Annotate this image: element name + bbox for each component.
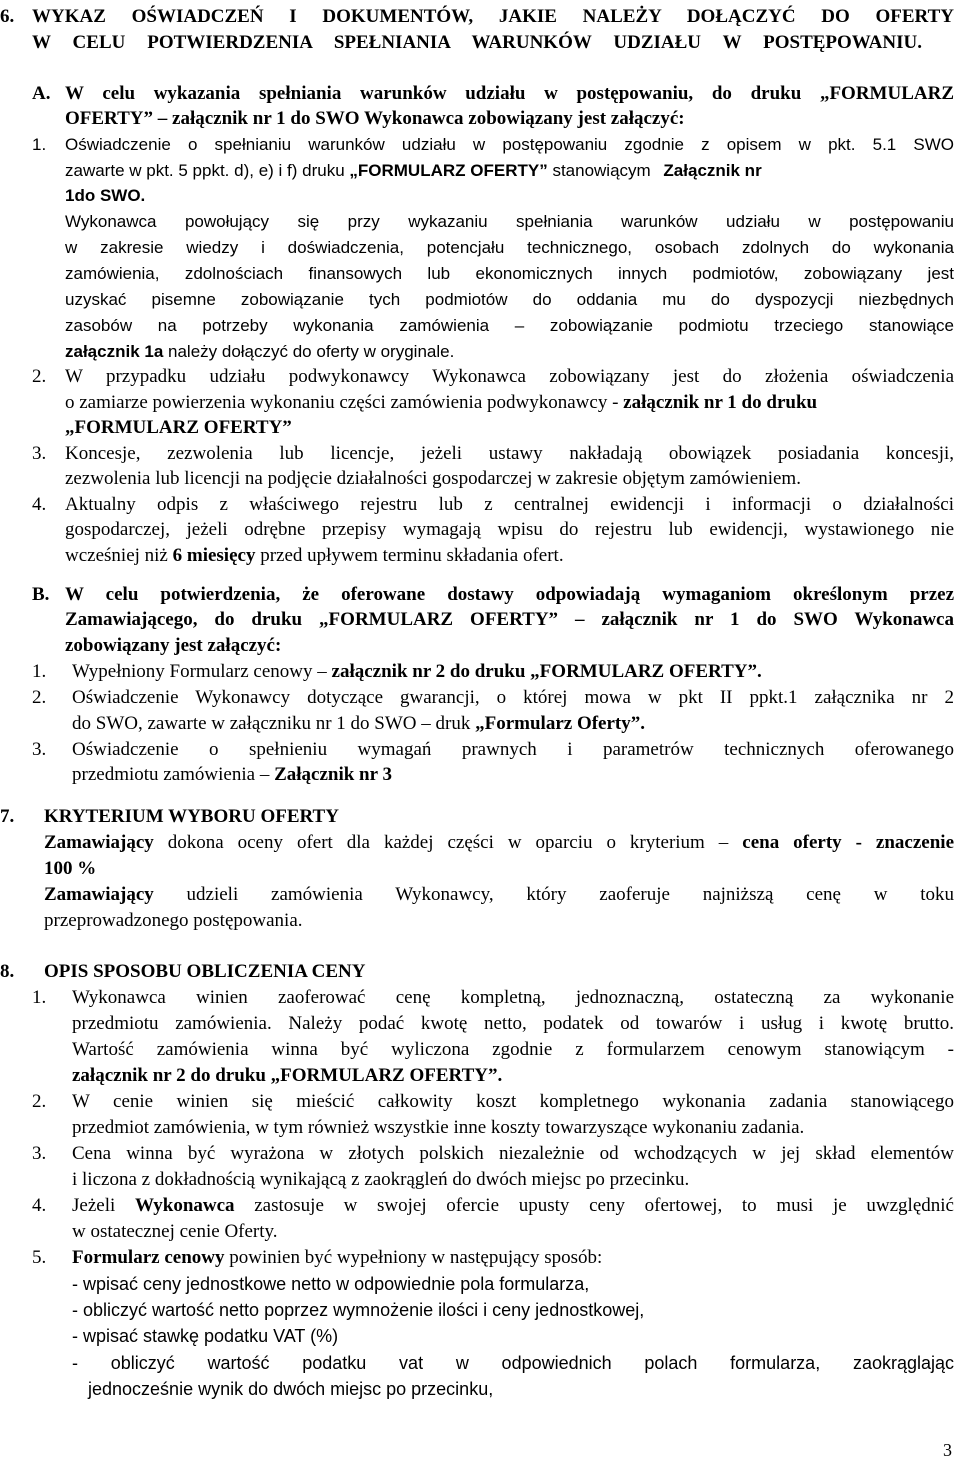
a-paragraph-line-2: w zakresie wiedzy i doświadczenia, potencjału technicznego, osobach zdolnych do wykonania xyxy=(65,238,954,257)
a-item-2 xyxy=(0,364,960,390)
subsection-b xyxy=(0,582,960,608)
b-item-1-line-1: Wypełniony Formularz cenowy – załącznik nr 2 do druku „FORMULARZ OFERTY”. xyxy=(72,661,762,682)
b-item-2-line-1: Oświadczenie Wykonawcy dotyczące gwarancji, o której mowa w pkt II ppkt.1 załącznika nr 2 xyxy=(72,687,954,708)
a-item-4-number: 4. xyxy=(32,494,47,515)
a-item-4-line-2: gospodarczej, jeżeli odrębne przepisy wymagają wpisu do rejestru lub ewidencji, wystawionego nie xyxy=(65,519,954,540)
s8-item-5-dash-1: - wpisać ceny jednostkowe netto w odpowiednie pola formularza, xyxy=(72,1274,590,1294)
section-8-title: OPIS SPOSOBU OBLICZENIA CENY xyxy=(44,961,366,982)
section-7-heading xyxy=(0,804,960,830)
s8-item-2-line-1: W cenie winien się mieścić całkowity koszt kompletnego wykonania zadania stanowiącego xyxy=(72,1091,954,1112)
s8-item-3-number: 3. xyxy=(32,1143,47,1164)
b-item-3 xyxy=(0,737,960,763)
b-item-2-line-2: do SWO, zawarte w załączniku nr 1 do SWO – druk „Formularz Oferty”. xyxy=(72,713,645,734)
a-item-4 xyxy=(0,492,960,518)
s8-item-3 xyxy=(0,1141,960,1167)
a-item-3-number: 3. xyxy=(32,443,47,464)
a-item-2-number: 2. xyxy=(32,366,47,387)
s8-item-2-line-2: przedmiot zamówienia, w tym również wszystkie inne koszty towarzyszące wykonaniu zadania. xyxy=(72,1117,805,1138)
s8-item-5-dash-4: - obliczyć wartość podatku vat w odpowiednich polach formularza, zaokrąglając xyxy=(72,1353,954,1373)
subsection-a-label: A. xyxy=(32,83,51,104)
a-paragraph-line-5: zasobów na potrzeby wykonania zamówienia – zobowiązanie podmiotu trzeciego stanowiące xyxy=(65,316,954,335)
subsection-b-label: B. xyxy=(32,584,50,605)
a-paragraph-line-1: Wykonawca powołujący się przy wykazaniu spełniania warunków udziału w postępowaniu xyxy=(65,212,954,231)
s8-item-2 xyxy=(0,1089,960,1115)
a-item-4-line-1: Aktualny odpis z właściwego rejestru lub z centralnej ewidencji i informacji o działalności xyxy=(65,494,954,515)
section-8-number: 8. xyxy=(0,961,15,982)
a-item-1-line-1: Oświadczenie o spełnianiu warunków udziału w postępowaniu zgodnie z opisem w pkt. 5.1 SWO xyxy=(65,135,954,154)
a-item-1 xyxy=(0,132,960,158)
section-6-title-line-2: W CELU POTWIERDZENIA SPEŁNIANIA WARUNKÓW UDZIAŁU W POSTĘPOWANIU. xyxy=(32,32,922,53)
b-item-1-number: 1. xyxy=(32,661,47,682)
subsection-b-line-1: W celu potwierdzenia, że oferowane dostawy odpowiadają wymaganiom określonym przez xyxy=(65,584,954,605)
s8-item-4-line-1: Jeżeli Wykonawca zastosuje w swojej ofercie upusty ceny ofertowej, to musi je uwzględnić xyxy=(72,1195,954,1216)
a-item-1-line-3: 1do SWO. xyxy=(65,186,146,205)
b-item-3-line-2: przedmiotu zamówienia – Załącznik nr 3 xyxy=(72,764,392,785)
s8-item-5-dash-3: - wpisać stawkę podatku VAT (%) xyxy=(72,1326,339,1346)
b-item-1 xyxy=(0,659,960,685)
a-item-3-line-1: Koncesje, zezwolenia lub licencje, jeżeli ustawy nakładają obowiązek posiadania koncesji, xyxy=(65,443,954,464)
subsection-b-line-3: zobowiązany jest załączyć: xyxy=(65,635,282,656)
a-item-1-line-2: zawarte w pkt. 5 ppkt. d), e) i f) druku „FORMULARZ OFERTY” stanowiącym Załącznik nr xyxy=(65,161,762,180)
s8-item-5-number: 5. xyxy=(32,1247,47,1268)
a-paragraph-line-4: uzyskać pisemne zobowiązanie tych podmiotów do oddania mu do dyspozycji niezbędnych xyxy=(65,290,954,309)
subsection-b-line-2: Zamawiającego, do druku „FORMULARZ OFERTY” – załącznik nr 1 do SWO Wykonawca xyxy=(65,609,954,630)
s8-item-1-line-3: Wartość zamówienia winna być wyliczona zgodnie z formularzem cenowym stanowiącym - xyxy=(72,1039,954,1060)
section-7-line-1: Zamawiający dokona oceny ofert dla każdej części w oparciu o kryterium – cena oferty - znaczenie xyxy=(44,832,955,853)
a-item-2-line-3: „FORMULARZ OFERTY” xyxy=(65,417,292,438)
s8-item-5-line-1: Formularz cenowy powinien być wypełniony w następujący sposób: xyxy=(72,1247,603,1268)
s8-item-1 xyxy=(0,985,960,1011)
section-7-line-3: Zamawiający udzieli zamówienia Wykonawcy, który zaoferuje najniższą cenę w toku xyxy=(44,884,954,905)
s8-item-1-number: 1. xyxy=(32,987,47,1008)
subsection-a xyxy=(0,81,960,107)
s8-item-5-dash-4-cont: jednocześnie wynik do dwóch miejsc po przecinku, xyxy=(88,1379,494,1399)
s8-item-5 xyxy=(0,1245,960,1271)
s8-item-5-dash-2: - obliczyć wartość netto poprzez wymnożenie ilości i ceny jednostkowej, xyxy=(72,1300,645,1320)
s8-item-1-line-4: załącznik nr 2 do druku „FORMULARZ OFERTY”. xyxy=(72,1065,503,1086)
s8-item-2-number: 2. xyxy=(32,1091,47,1112)
s8-item-1-line-2: przedmiotu zamówienia. Należy podać kwotę netto, podatek od towarów i usług i kwotę brutto. xyxy=(72,1013,954,1034)
section-7-number: 7. xyxy=(0,806,15,827)
section-6-number: 6. xyxy=(0,6,15,27)
a-paragraph-line-3: zamówienia, zdolnościach finansowych lub ekonomicznych innych podmiotów, zobowiązany jest xyxy=(65,264,954,283)
s8-item-3-line-2: i liczona z dokładnością wynikającą z zaokrągleń do dwóch miejsc po przecinku. xyxy=(72,1169,690,1190)
section-8-heading xyxy=(0,959,960,985)
section-6-heading xyxy=(0,4,960,30)
page-number: 3 xyxy=(943,1440,952,1460)
s8-item-4-number: 4. xyxy=(32,1195,47,1216)
section-7-title: KRYTERIUM WYBORU OFERTY xyxy=(44,806,339,827)
b-item-3-number: 3. xyxy=(32,739,47,760)
a-item-3-line-2: zezwolenia lub licencji na podjęcie działalności gospodarczej w zakresie objętym zamówieniem. xyxy=(65,468,801,489)
a-item-3 xyxy=(0,441,960,467)
subsection-a-line-2: OFERTY” – załącznik nr 1 do SWO Wykonawca zobowiązany jest załączyć: xyxy=(65,108,685,129)
section-7-line-2: 100 % xyxy=(44,858,97,879)
a-item-1-number: 1. xyxy=(32,135,47,154)
s8-item-1-line-1: Wykonawca winien zaoferować cenę kompletną, jednoznaczną, ostateczną za wykonanie xyxy=(72,987,954,1008)
subsection-a-line-1: W celu wykazania spełniania warunków udziału w postępowaniu, do druku „FORMULARZ xyxy=(65,83,954,104)
a-item-2-line-1: W przypadku udziału podwykonawcy Wykonawca zobowiązany jest do złożenia oświadczenia xyxy=(65,366,954,387)
a-item-2-line-2: o zamiarze powierzenia wykonaniu części zamówienia podwykonawcy - załącznik nr 1 do druku xyxy=(65,392,818,413)
b-item-3-line-1: Oświadczenie o spełnieniu wymagań prawnych i parametrów technicznych oferowanego xyxy=(72,739,954,760)
s8-item-3-line-1: Cena winna być wyrażona w złotych polskich niezależnie od wchodzących w jej skład elementów xyxy=(72,1143,954,1164)
s8-item-4 xyxy=(0,1193,960,1219)
section-7-line-4: przeprowadzonego postępowania. xyxy=(44,910,303,931)
b-item-2-number: 2. xyxy=(32,687,47,708)
section-6-title-line-1: WYKAZ OŚWIADCZEŃ I DOKUMENTÓW, JAKIE NALEŻY DOŁĄCZYĆ DO OFERTY xyxy=(32,6,954,27)
s8-item-4-line-2: w ostatecznej cenie Oferty. xyxy=(72,1221,278,1242)
a-paragraph-line-6: załącznik 1a należy dołączyć do oferty w oryginale. xyxy=(65,342,455,361)
a-item-4-line-3: wcześniej niż 6 miesięcy przed upływem terminu składania ofert. xyxy=(65,545,564,566)
b-item-2 xyxy=(0,685,960,711)
